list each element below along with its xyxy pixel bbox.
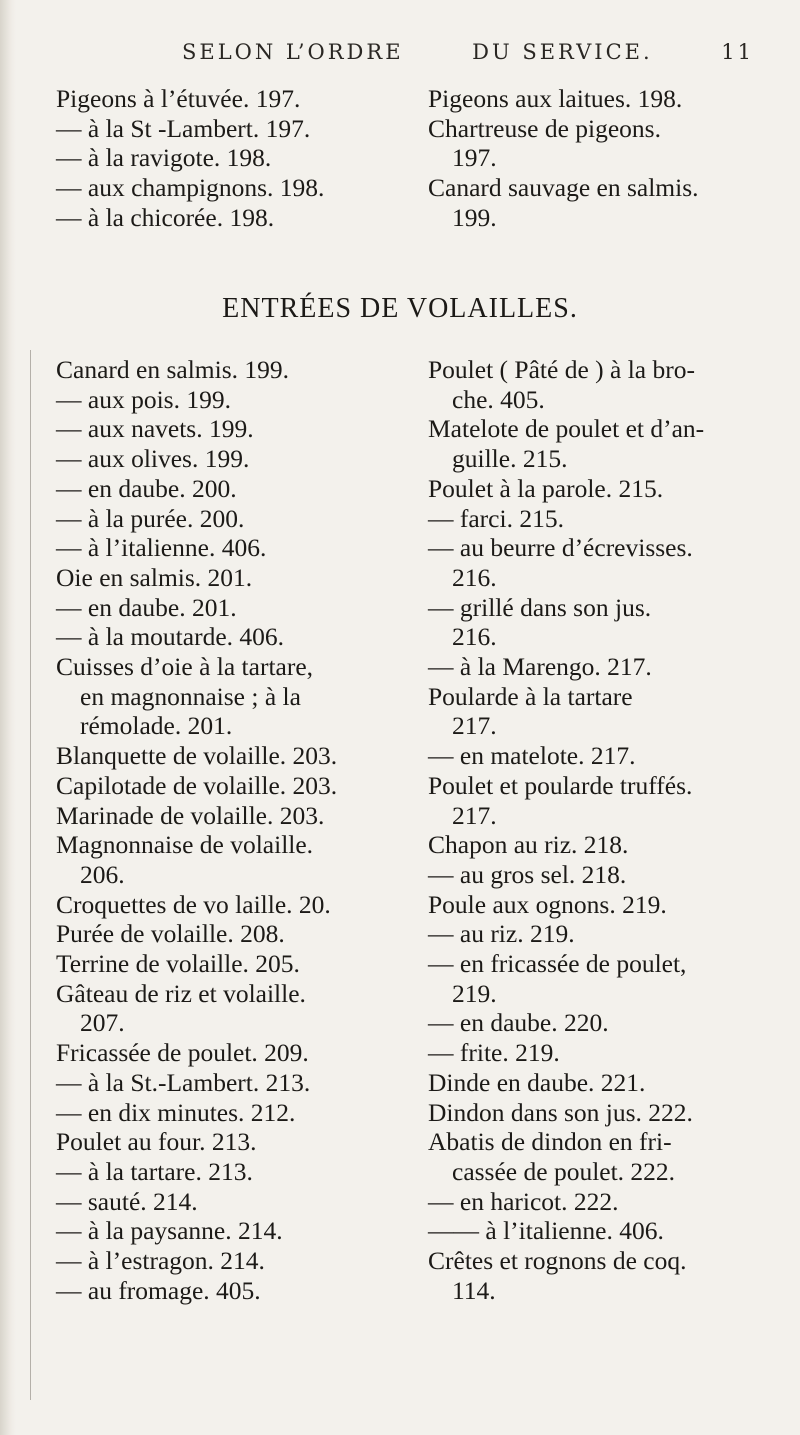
index-entry: — frite. 219. xyxy=(428,1038,560,1068)
header-left: SELON L’ORDRE xyxy=(182,40,404,64)
index-entry: Marinade de volaille. 203. xyxy=(56,800,325,830)
pigeon-list-left xyxy=(56,84,324,233)
index-entry: — au gros sel. 218. xyxy=(428,859,627,889)
index-entry: — à la moutarde. 406. xyxy=(56,622,285,652)
index-entry: Cuisses d’oie à la tartare, xyxy=(56,652,314,682)
index-entry: — au fromage. 405. xyxy=(56,1275,261,1305)
index-entry: — à la Marengo. 217. xyxy=(428,652,652,682)
index-entry: Terrine de volaille. 205. xyxy=(56,949,300,979)
index-entry: — en daube. 200. xyxy=(56,473,237,503)
pigeon-list-right xyxy=(428,84,699,233)
index-entry: 216. xyxy=(452,562,497,592)
running-header xyxy=(182,40,754,64)
index-entry: Croquettes de vo laille. 20. xyxy=(56,889,331,919)
index-entry: — à l’estragon. 214. xyxy=(56,1246,265,1276)
index-entry: Purée de volaille. 208. xyxy=(56,919,285,949)
index-entry: Fricassée de poulet. 209. xyxy=(56,1038,309,1068)
index-entry: Poulet ( Pâté de ) à la bro- xyxy=(428,355,695,384)
index-entry: 219. xyxy=(452,978,497,1008)
index-entry: cassée de poulet. 222. xyxy=(452,1156,676,1186)
index-entry: — à la chicorée. 198. xyxy=(56,202,275,232)
index-entry: — farci. 215. xyxy=(428,503,564,533)
index-entry: Magnonnaise de volaille. xyxy=(56,830,314,860)
index-entry: Pigeons aux laitues. 198. xyxy=(428,84,683,113)
index-entry: Abatis de dindon en fri- xyxy=(428,1127,672,1157)
index-entry: Poulet et poularde truffés. xyxy=(428,770,693,800)
index-entry: — en fricassée de poulet, xyxy=(428,949,687,979)
index-entry: — à l’italienne. 406. xyxy=(56,533,267,563)
margin-rule xyxy=(30,350,31,1400)
index-entry: Chartreuse de pigeons. xyxy=(428,113,661,143)
poultry-list-left xyxy=(56,355,337,1306)
index-entry: —— à l’italienne. 406. xyxy=(428,1216,664,1246)
index-entry: — aux olives. 199. xyxy=(56,444,250,474)
index-entry: — à la ravigote. 198. xyxy=(56,143,272,173)
index-entry: 217. xyxy=(452,800,497,830)
index-entry: — aux champignons. 198. xyxy=(56,173,325,203)
index-entry: — au riz. 219. xyxy=(428,919,575,949)
page-gutter xyxy=(0,0,16,1435)
index-entry: Oie en salmis. 201. xyxy=(56,562,253,592)
index-entry: Poulet à la parole. 215. xyxy=(428,473,664,503)
index-entry: — aux pois. 199. xyxy=(56,384,231,414)
index-entry: — en daube. 201. xyxy=(56,592,237,622)
index-entry: — à la paysanne. 214. xyxy=(56,1216,283,1246)
index-entry: en magnonnaise ; à la xyxy=(80,681,301,711)
index-entry: Dinde en daube. 221. xyxy=(428,1067,646,1097)
index-entry: 217. xyxy=(452,711,497,741)
index-entry: — grillé dans son jus. xyxy=(428,592,652,622)
section-title: ENTRÉES DE VOLAILLES. xyxy=(222,293,578,324)
index-entry: Blanquette de volaille. 203. xyxy=(56,741,338,771)
index-entry: Crêtes et rognons de coq. xyxy=(428,1246,687,1276)
index-entry: — sauté. 214. xyxy=(56,1186,198,1216)
index-entry: Pigeons à l’étuvée. 197. xyxy=(56,84,301,113)
index-entry: — à la St.-Lambert. 213. xyxy=(56,1067,311,1097)
index-entry: Poule aux ognons. 219. xyxy=(428,889,667,919)
page-number: 11 xyxy=(721,40,754,64)
index-entry: rémolade. 201. xyxy=(80,711,233,741)
header-right: DU SERVICE. xyxy=(472,40,653,64)
index-entry: Poularde à la tartare xyxy=(428,681,633,711)
index-entry: Matelote de poulet et d’an- xyxy=(428,414,705,444)
index-entry: 206. xyxy=(80,859,125,889)
index-entry: — aux navets. 199. xyxy=(56,414,254,444)
index-entry: Canard sauvage en salmis. xyxy=(428,173,699,203)
index-entry: — à la tartare. 213. xyxy=(56,1156,253,1186)
index-entry: 197. xyxy=(452,143,497,173)
index-entry: Poulet au four. 213. xyxy=(56,1127,257,1157)
index-entry: Gâteau de riz et volaille. xyxy=(56,978,306,1008)
index-entry: 114. xyxy=(452,1275,496,1305)
index-entry: 207. xyxy=(80,1008,125,1038)
index-entry: 216. xyxy=(452,622,497,652)
index-entry: che. 405. xyxy=(452,384,545,414)
index-entry: Dindon dans son jus. 222. xyxy=(428,1097,693,1127)
poultry-list-right xyxy=(428,355,704,1306)
index-entry: — au beurre d’écrevisses. xyxy=(428,533,693,563)
index-entry: — à la purée. 200. xyxy=(56,503,245,533)
index-entry: — à la St -Lambert. 197. xyxy=(56,113,311,143)
index-entry: Canard en salmis. 199. xyxy=(56,355,289,384)
index-entry: Chapon au riz. 218. xyxy=(428,830,629,860)
index-entry: 199. xyxy=(452,202,497,232)
index-entry: Capilotade de volaille. 203. xyxy=(56,770,338,800)
index-entry: — en dix minutes. 212. xyxy=(56,1097,296,1127)
index-entry: — en haricot. 222. xyxy=(428,1186,619,1216)
index-entry: — en daube. 220. xyxy=(428,1008,609,1038)
index-entry: — en matelote. 217. xyxy=(428,741,636,771)
index-entry: guille. 215. xyxy=(452,444,568,474)
